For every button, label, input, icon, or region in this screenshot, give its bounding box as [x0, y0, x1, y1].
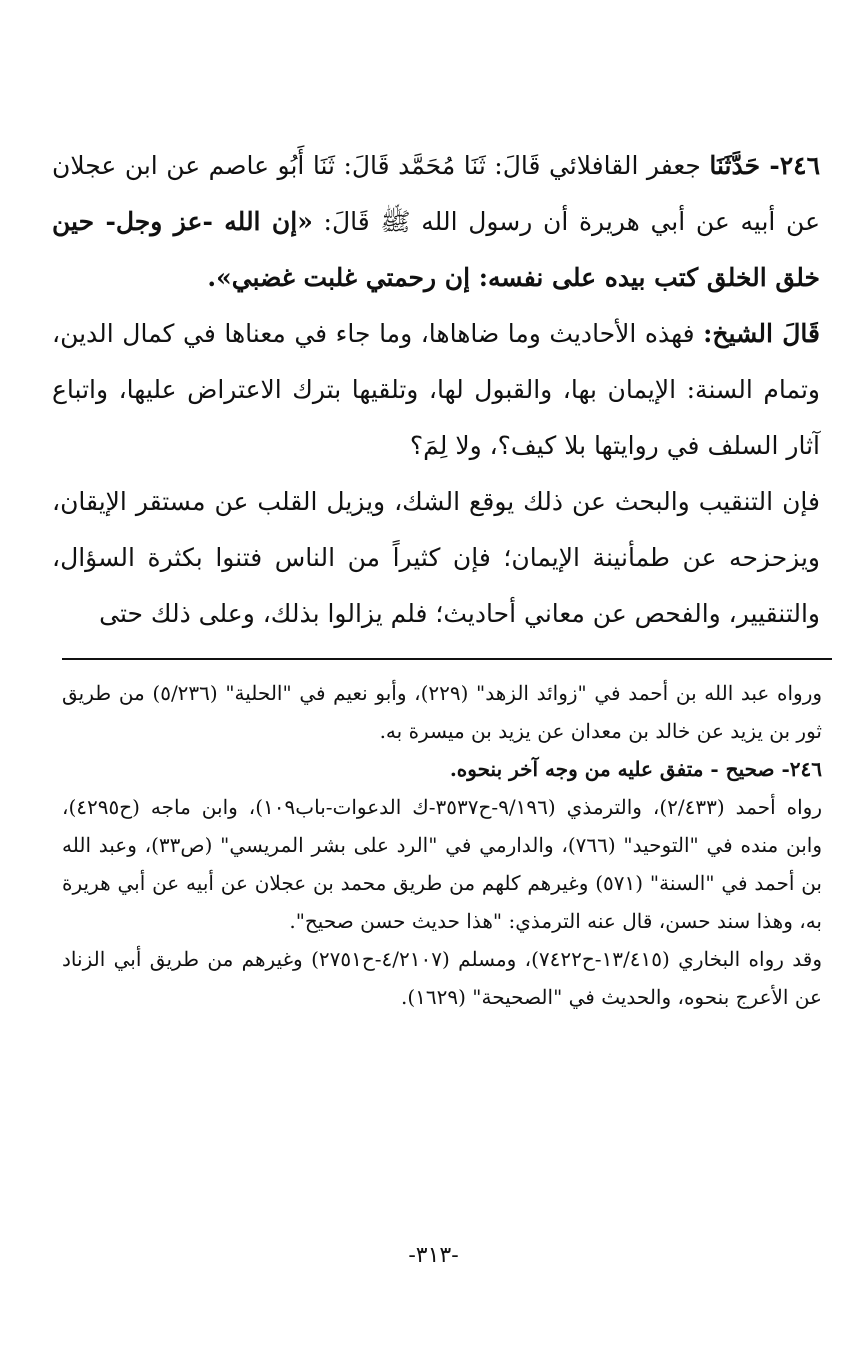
footnote-divider: [62, 658, 832, 660]
hadith-intro: جعفر القافلائي قَالَ: ثَنَا مُحَمَّد قَالَ: ثَنَا أَبُو عاصم عن ابن عجلان عن أبيه عن أبي هريرة أن رسول الله ﷺ قَالَ:: [52, 151, 820, 236]
hadith-paragraph: [52, 138, 820, 306]
shaykh-paragraph: [52, 306, 820, 474]
footnote-2-body: رواه أحمد (٢/٤٣٣)، والترمذي (٩/١٩٦-ح٣٥٣٧-ك الدعوات-باب١٠٩)، وابن ماجه (ح٤٢٩٥)، وابن منده في "التوحيد" (٧٦٦)، والدارمي في "الرد على بشر المريسي" (ص٣٣)، وعبد الله بن أحمد في "السنة" (٥٧١) وغيرهم كلهم من طريق محمد بن عجلان عن أبيه عن أبي هريرة به، وهذا سند حسن، قال عنه الترمذي: "هذا حديث حسن صحيح".: [62, 795, 822, 933]
footnote-3: وقد رواه البخاري (١٣/٤١٥-ح٧٤٢٢)، ومسلم (٤/٢١٠٧-ح٢٧٥١) وغيرهم من طريق أبي الزناد عن الأعرج بنحوه، والحديث في "الصحيحة" (١٦٢٩).: [62, 947, 822, 1009]
hadith-heading: ٢٤٦- حَدَّثَنَا: [709, 151, 821, 180]
third-paragraph: فإن التنقيب والبحث عن ذلك يوقع الشك، ويزيل القلب عن مستقر الإيقان، ويزحزحه عن طمأنينة الإيمان؛ فإن كثيراً من الناس فتنوا بكثرة السؤال، والتنقيير، والفحص عن معاني أحاديث؛ فلم يزالوا بذلك، وعلى ذلك حتى: [52, 487, 820, 628]
shaykh-label: قَالَ الشيخ:: [703, 319, 820, 348]
page-number: -٣١٣-: [408, 1243, 459, 1268]
main-text: [52, 138, 820, 642]
footnotes: [62, 674, 822, 1016]
shaykh-text: فهذه الأحاديث وما ضاهاها، وما جاء في معناها في كمال الدين، وتمام السنة: الإيمان بها، والقبول لها، وتلقيها بترك الاعتراض عليها، واتباع آثار السلف في روايتها بلا كيف؟، ولا لِمَ؟: [52, 319, 820, 460]
footnote-1: ورواه عبد الله بن أحمد في "زوائد الزهد" (٢٢٩)، وأبو نعيم في "الحلية" (٥/٢٣٦) من طريق ثور بن يزيد عن خالد بن معدان عن يزيد بن ميسرة به.: [62, 681, 823, 743]
hadith-quote: «إن الله -عز وجل- حين خلق الخلق كتب بيده على نفسه: إن رحمتي غلبت غضبي».: [52, 207, 820, 292]
footnote-2-heading: ٢٤٦- صحيح - متفق عليه من وجه آخر بنحوه.: [449, 757, 822, 781]
